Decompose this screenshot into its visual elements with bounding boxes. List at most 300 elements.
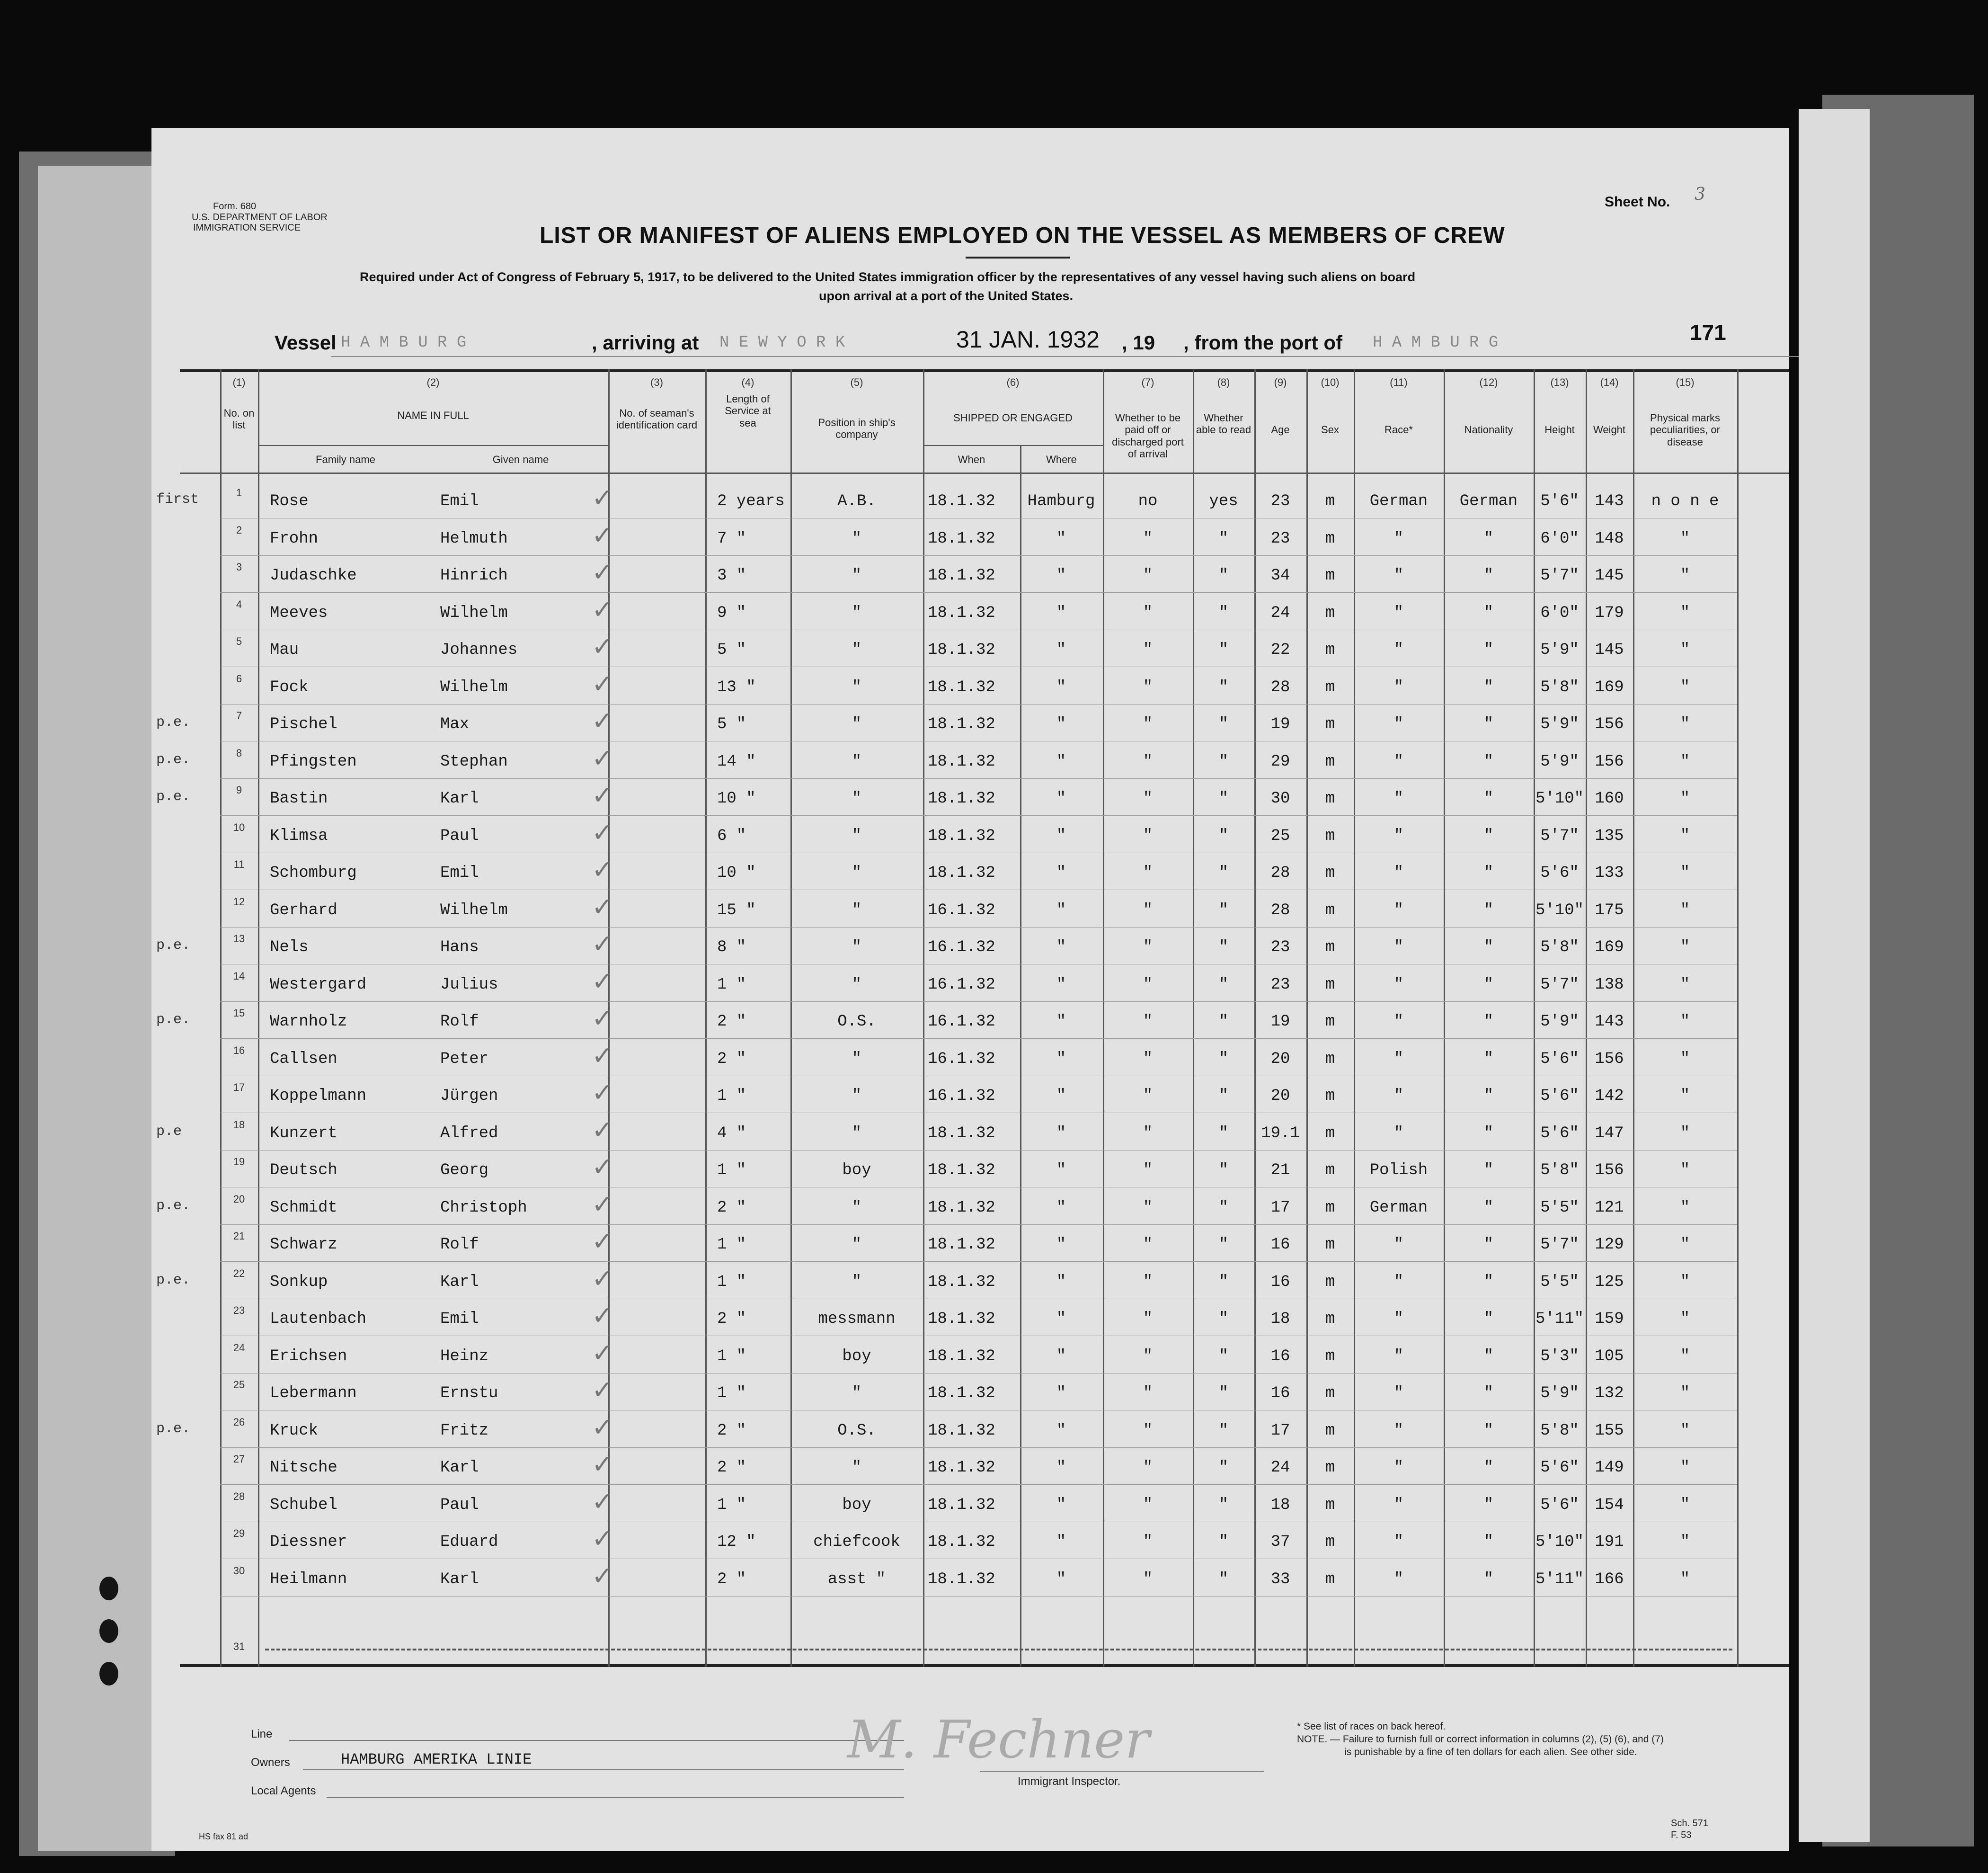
race: "	[1393, 1421, 1404, 1440]
shipped-when: 18.1.32	[928, 1347, 995, 1365]
age: 24	[1270, 604, 1290, 622]
physical-marks: "	[1680, 1124, 1690, 1142]
col14-number: (14)	[1600, 376, 1619, 388]
punch-hole	[99, 1619, 118, 1643]
race: "	[1393, 567, 1404, 585]
check-mark-icon: ✓	[592, 1152, 613, 1182]
weight: 179	[1595, 604, 1624, 622]
row-number: 4	[236, 598, 242, 610]
schedule-number: Sch. 571	[1671, 1818, 1708, 1828]
row-number: 1	[236, 487, 242, 499]
arriving-port: N E W Y O R K	[719, 334, 845, 352]
service-length: 1 "	[717, 1161, 746, 1179]
given-name: Jürgen	[440, 1087, 498, 1105]
service-length: 1 "	[717, 1384, 746, 1402]
race: "	[1393, 752, 1404, 771]
check-mark-icon: ✓	[592, 669, 613, 699]
weight: 147	[1595, 1124, 1624, 1142]
able-to-read: "	[1218, 1013, 1229, 1031]
shipped-when: 18.1.32	[928, 827, 995, 845]
shipped-when: 18.1.32	[928, 1198, 995, 1217]
sex: m	[1325, 1050, 1335, 1068]
date-stamp: 31 JAN. 1932	[956, 326, 1100, 353]
physical-marks: "	[1680, 790, 1690, 808]
position: "	[852, 1236, 862, 1254]
row-number: 12	[233, 895, 245, 908]
service-length: 4 "	[717, 1124, 746, 1142]
check-mark-icon: ✓	[592, 1486, 613, 1516]
row-number: 17	[233, 1081, 245, 1093]
col6-label: SHIPPED OR ENGAGED	[953, 412, 1073, 424]
col14-label: Weight	[1593, 424, 1626, 436]
shipped-when: 18.1.32	[928, 492, 995, 510]
age: 29	[1270, 752, 1290, 771]
position: "	[852, 1198, 862, 1217]
paid-off: "	[1143, 1236, 1153, 1254]
col6-number: (6)	[1006, 376, 1020, 388]
nationality: "	[1483, 1496, 1494, 1514]
col10-number: (10)	[1321, 376, 1340, 388]
shipped-when: 16.1.32	[928, 901, 995, 919]
col4-number: (4)	[741, 376, 754, 388]
age: 25	[1270, 827, 1290, 845]
race: Polish	[1369, 1161, 1428, 1179]
able-to-read: "	[1218, 1384, 1229, 1402]
service-length: 1 "	[717, 1236, 746, 1254]
sex: m	[1325, 938, 1335, 956]
age: 23	[1270, 492, 1290, 510]
able-to-read: "	[1218, 1050, 1229, 1068]
physical-marks: "	[1680, 1421, 1690, 1440]
family-name: Mau	[270, 641, 299, 659]
line-label: Line	[251, 1728, 273, 1740]
row-number: 3	[236, 561, 242, 573]
row-31-number: 31	[233, 1641, 245, 1652]
sex: m	[1325, 1198, 1335, 1217]
nationality: "	[1483, 529, 1494, 548]
inspector-underline	[980, 1771, 1264, 1772]
margin-mark: p.e.	[156, 751, 191, 768]
from-label: , from the port of	[1183, 331, 1342, 354]
weight: 154	[1595, 1496, 1624, 1514]
physical-marks: "	[1680, 975, 1690, 994]
given-name: Karl	[440, 1459, 479, 1477]
shipped-where: "	[1056, 1384, 1066, 1402]
age: 23	[1270, 975, 1290, 994]
check-mark-icon: ✓	[592, 817, 613, 847]
height: 6'0"	[1540, 529, 1579, 548]
row-rule	[220, 1596, 1737, 1597]
given-name: Georg	[440, 1161, 489, 1179]
service-length: 9 "	[717, 604, 746, 622]
shipped-where: "	[1056, 1459, 1066, 1477]
sex: m	[1325, 864, 1335, 882]
col8-label: Whether able to read	[1196, 412, 1251, 436]
margin-mark: p.e	[156, 1123, 182, 1140]
race: "	[1393, 1496, 1404, 1514]
age: 28	[1270, 901, 1290, 919]
given-name: Peter	[440, 1050, 489, 1068]
height: 5'10"	[1535, 1533, 1584, 1551]
nationality: "	[1483, 901, 1494, 919]
vessel-name: H A M B U R G	[341, 334, 467, 352]
race: "	[1393, 1273, 1404, 1291]
family-name: Judaschke	[270, 567, 357, 585]
agents-label: Local Agents	[251, 1784, 316, 1797]
position: boy	[842, 1161, 871, 1179]
shipped-where: "	[1056, 604, 1066, 622]
shipped-where: "	[1056, 1161, 1066, 1179]
sex: m	[1325, 901, 1335, 919]
age: 23	[1270, 938, 1290, 956]
sex: m	[1325, 529, 1335, 548]
position: "	[852, 975, 862, 994]
able-to-read: "	[1218, 975, 1229, 994]
race: "	[1393, 641, 1404, 659]
family-name: Nels	[270, 938, 309, 956]
shipped-where: "	[1056, 1273, 1066, 1291]
form-number: Form. 680	[213, 201, 257, 212]
able-to-read: "	[1218, 752, 1229, 771]
race: "	[1393, 827, 1404, 845]
service-length: 2 years	[717, 492, 785, 510]
shipped-where: "	[1056, 901, 1066, 919]
height: 5'6"	[1540, 1050, 1579, 1068]
family-name: Kunzert	[270, 1124, 337, 1142]
weight: 143	[1595, 492, 1624, 510]
shipped-where: "	[1056, 864, 1066, 882]
able-to-read: yes	[1209, 492, 1238, 510]
race: "	[1393, 1236, 1404, 1254]
height: 5'9"	[1540, 641, 1579, 659]
position: "	[852, 938, 862, 956]
position: "	[852, 790, 862, 808]
shipped-when: 18.1.32	[928, 567, 995, 585]
check-mark-icon: ✓	[592, 1301, 613, 1330]
nationality: "	[1483, 715, 1494, 733]
line-underline	[289, 1740, 904, 1741]
paid-off: "	[1143, 604, 1153, 622]
margin-mark: p.e.	[156, 789, 191, 805]
sex: m	[1325, 1310, 1335, 1328]
paid-off: "	[1143, 975, 1153, 994]
height: 5'8"	[1540, 1161, 1579, 1179]
shipped-when: 18.1.32	[928, 715, 995, 733]
given-name: Wilhelm	[440, 901, 508, 919]
position: "	[852, 678, 862, 696]
service-length: 13 "	[717, 678, 756, 696]
nationality: "	[1483, 975, 1494, 994]
race: "	[1393, 529, 1404, 548]
height: 5'3"	[1540, 1347, 1579, 1365]
row-number: 11	[233, 858, 245, 870]
height: 5'9"	[1540, 1384, 1579, 1402]
race: "	[1393, 604, 1404, 622]
age: 19.1	[1261, 1124, 1300, 1142]
able-to-read: "	[1218, 1570, 1229, 1588]
shipped-where: "	[1056, 1124, 1066, 1142]
row-number: 15	[233, 1007, 245, 1019]
given-name: Christoph	[440, 1198, 527, 1217]
nationality: "	[1483, 790, 1494, 808]
row-31-dashes	[265, 1649, 1732, 1650]
nationality: "	[1483, 938, 1494, 956]
row-number: 27	[233, 1453, 245, 1465]
physical-marks: "	[1680, 678, 1690, 696]
age: 16	[1270, 1347, 1290, 1365]
given-name: Rolf	[440, 1013, 479, 1031]
family-name: Diessner	[270, 1533, 347, 1551]
shipped-where: "	[1056, 678, 1066, 696]
nationality: "	[1483, 604, 1494, 622]
col8-number: (8)	[1217, 376, 1230, 388]
paid-off: "	[1143, 1198, 1153, 1217]
position: "	[852, 1087, 862, 1105]
nationality: "	[1483, 1050, 1494, 1068]
family-name: Lebermann	[270, 1384, 357, 1402]
row-rule	[220, 1150, 1737, 1151]
age: 30	[1270, 790, 1290, 808]
paid-off: "	[1143, 1347, 1153, 1365]
row-number: 7	[236, 710, 242, 722]
row-number: 28	[233, 1490, 245, 1502]
given-name: Ernstu	[440, 1384, 498, 1402]
able-to-read: "	[1218, 1347, 1229, 1365]
service-length: 1 "	[717, 1496, 746, 1514]
height: 5'6"	[1540, 1459, 1579, 1477]
able-to-read: "	[1218, 1236, 1229, 1254]
able-to-read: "	[1218, 567, 1229, 585]
weight: 121	[1595, 1198, 1624, 1217]
service-length: 8 "	[717, 938, 746, 956]
paid-off: "	[1143, 752, 1153, 771]
shipped-where: "	[1056, 1347, 1066, 1365]
able-to-read: "	[1218, 678, 1229, 696]
check-mark-icon: ✓	[592, 1040, 613, 1070]
nationality: "	[1483, 864, 1494, 882]
service-length: 10 "	[717, 790, 756, 808]
check-mark-icon: ✓	[592, 1449, 613, 1479]
sex: m	[1325, 1347, 1335, 1365]
shipped-where: Hamburg	[1027, 492, 1095, 510]
physical-marks: "	[1680, 1161, 1690, 1179]
position: "	[852, 1384, 862, 1402]
height: 5'9"	[1540, 1013, 1579, 1031]
able-to-read: "	[1218, 1421, 1229, 1440]
col9-number: (9)	[1274, 376, 1287, 388]
row-number: 23	[233, 1304, 245, 1316]
race: German	[1369, 1198, 1428, 1217]
weight: 166	[1595, 1570, 1624, 1588]
age: 23	[1270, 529, 1290, 548]
weight: 132	[1595, 1384, 1624, 1402]
age: 21	[1270, 1161, 1290, 1179]
shipped-where: "	[1056, 1496, 1066, 1514]
title-rule	[966, 257, 1070, 259]
inspector-signature: M. Fechner	[847, 1709, 1150, 1770]
able-to-read: "	[1218, 1273, 1229, 1291]
paid-off: "	[1143, 1050, 1153, 1068]
row-rule	[220, 1484, 1737, 1485]
position: "	[852, 529, 862, 548]
col-divider	[258, 369, 259, 1667]
row-rule	[220, 1224, 1737, 1225]
shipped-when: 16.1.32	[928, 975, 995, 994]
margin-mark: p.e.	[156, 937, 191, 954]
check-mark-icon: ✓	[592, 706, 613, 736]
given-name: Wilhelm	[440, 604, 508, 622]
service-length: 2 "	[717, 1310, 746, 1328]
paid-off: "	[1143, 641, 1153, 659]
manifest-page	[151, 128, 1789, 1851]
weight: 148	[1595, 529, 1624, 548]
paid-off: "	[1143, 1496, 1153, 1514]
col-divider	[705, 369, 707, 1667]
nationality: "	[1483, 1161, 1494, 1179]
sex: m	[1325, 604, 1335, 622]
height: 6'0"	[1540, 604, 1579, 622]
paid-off: "	[1143, 1013, 1153, 1031]
family-name: Pischel	[270, 715, 337, 733]
sex: m	[1325, 715, 1335, 733]
sex: m	[1325, 1533, 1335, 1551]
check-mark-icon: ✓	[592, 594, 613, 624]
service-length: 1 "	[717, 1273, 746, 1291]
year-label: , 19	[1122, 331, 1155, 354]
age: 16	[1270, 1273, 1290, 1291]
sex: m	[1325, 975, 1335, 994]
inspector-label: Immigrant Inspector.	[1018, 1775, 1121, 1788]
weight: 142	[1595, 1087, 1624, 1105]
family-name: Koppelmann	[270, 1087, 367, 1105]
family-name: Deutsch	[270, 1161, 337, 1179]
physical-marks: "	[1680, 901, 1690, 919]
sex: m	[1325, 1384, 1335, 1402]
race: "	[1393, 1013, 1404, 1031]
shipped-when: 16.1.32	[928, 1050, 995, 1068]
family-name: Heilmann	[270, 1570, 347, 1588]
position: "	[852, 1459, 862, 1477]
position: "	[852, 641, 862, 659]
service-length: 2 "	[717, 1198, 746, 1217]
given-name: Heinz	[440, 1347, 489, 1365]
shipped-where: "	[1056, 1013, 1066, 1031]
given-name: Emil	[440, 864, 479, 882]
col2-label: NAME IN FULL	[397, 410, 469, 421]
check-mark-icon: ✓	[592, 483, 613, 513]
col11-label: Race*	[1384, 424, 1413, 436]
col5-label: Position in ship's company	[818, 417, 896, 441]
able-to-read: "	[1218, 938, 1229, 956]
height: 5'7"	[1540, 827, 1579, 845]
margin-mark: p.e.	[156, 1197, 191, 1214]
height: 5'10"	[1535, 790, 1584, 808]
nationality: "	[1483, 1347, 1494, 1365]
weight: 133	[1595, 864, 1624, 882]
paid-off: "	[1143, 790, 1153, 808]
given-name: Karl	[440, 1273, 479, 1291]
paid-off: "	[1143, 901, 1153, 919]
sex: m	[1325, 752, 1335, 771]
race: "	[1393, 715, 1404, 733]
voyage-underline	[331, 356, 1799, 357]
row-rule	[220, 1001, 1737, 1002]
service-length: 7 "	[717, 529, 746, 548]
row-number: 18	[233, 1118, 245, 1131]
position: boy	[842, 1347, 871, 1365]
col1-label: No. on list	[223, 407, 255, 431]
paid-off: no	[1138, 492, 1158, 510]
sex: m	[1325, 790, 1335, 808]
row-number: 26	[233, 1416, 245, 1428]
right-page-edge	[1799, 109, 1870, 1842]
physical-marks: "	[1680, 1087, 1690, 1105]
row-number: 9	[236, 784, 242, 796]
family-name: Rose	[270, 492, 309, 510]
shipped-where: "	[1056, 641, 1066, 659]
height: 5'7"	[1540, 1236, 1579, 1254]
shipped-when: 18.1.32	[928, 604, 995, 622]
given-name: Karl	[440, 790, 479, 808]
row-rule	[220, 927, 1737, 928]
age: 20	[1270, 1087, 1290, 1105]
nationality: "	[1483, 567, 1494, 585]
paid-off: "	[1143, 1273, 1153, 1291]
margin-mark: first	[156, 491, 199, 508]
row-rule	[220, 778, 1737, 779]
physical-marks: n o n e	[1651, 492, 1719, 510]
nationality: "	[1483, 1198, 1494, 1217]
family-name: Schmidt	[270, 1198, 337, 1217]
race: "	[1393, 678, 1404, 696]
given-name: Max	[440, 715, 470, 733]
paid-off: "	[1143, 1384, 1153, 1402]
sex: m	[1325, 1570, 1335, 1588]
age: 18	[1270, 1496, 1290, 1514]
col3-number: (3)	[650, 376, 663, 388]
shipped-where: "	[1056, 567, 1066, 585]
shipped-where: "	[1056, 827, 1066, 845]
check-mark-icon: ✓	[592, 520, 613, 550]
able-to-read: "	[1218, 1124, 1229, 1142]
given-name: Johannes	[440, 641, 518, 659]
paid-off: "	[1143, 678, 1153, 696]
page-title: LIST OR MANIFEST OF ALIENS EMPLOYED ON THE VESSEL AS MEMBERS OF CREW	[540, 223, 1505, 248]
check-mark-icon: ✓	[592, 780, 613, 810]
age: 28	[1270, 864, 1290, 882]
position: "	[852, 901, 862, 919]
race: "	[1393, 790, 1404, 808]
punch-hole	[99, 1577, 118, 1600]
weight: 156	[1595, 1050, 1624, 1068]
shipped-when: 16.1.32	[928, 1013, 995, 1031]
paid-off: "	[1143, 715, 1153, 733]
shipped-when: 18.1.32	[928, 1236, 995, 1254]
shipped-when: 18.1.32	[928, 1459, 995, 1477]
agents-underline	[327, 1797, 904, 1798]
check-mark-icon: ✓	[592, 1263, 613, 1293]
sheet-label: Sheet No.	[1605, 194, 1670, 210]
shipped-when: 18.1.32	[928, 864, 995, 882]
shipped-when: 18.1.32	[928, 1496, 995, 1514]
race: "	[1393, 1310, 1404, 1328]
row-number: 2	[236, 524, 242, 536]
margin-mark: p.e.	[156, 714, 191, 731]
family-name: Lautenbach	[270, 1310, 367, 1328]
weight: 143	[1595, 1013, 1624, 1031]
weight: 105	[1595, 1347, 1624, 1365]
paid-off: "	[1143, 1570, 1153, 1588]
